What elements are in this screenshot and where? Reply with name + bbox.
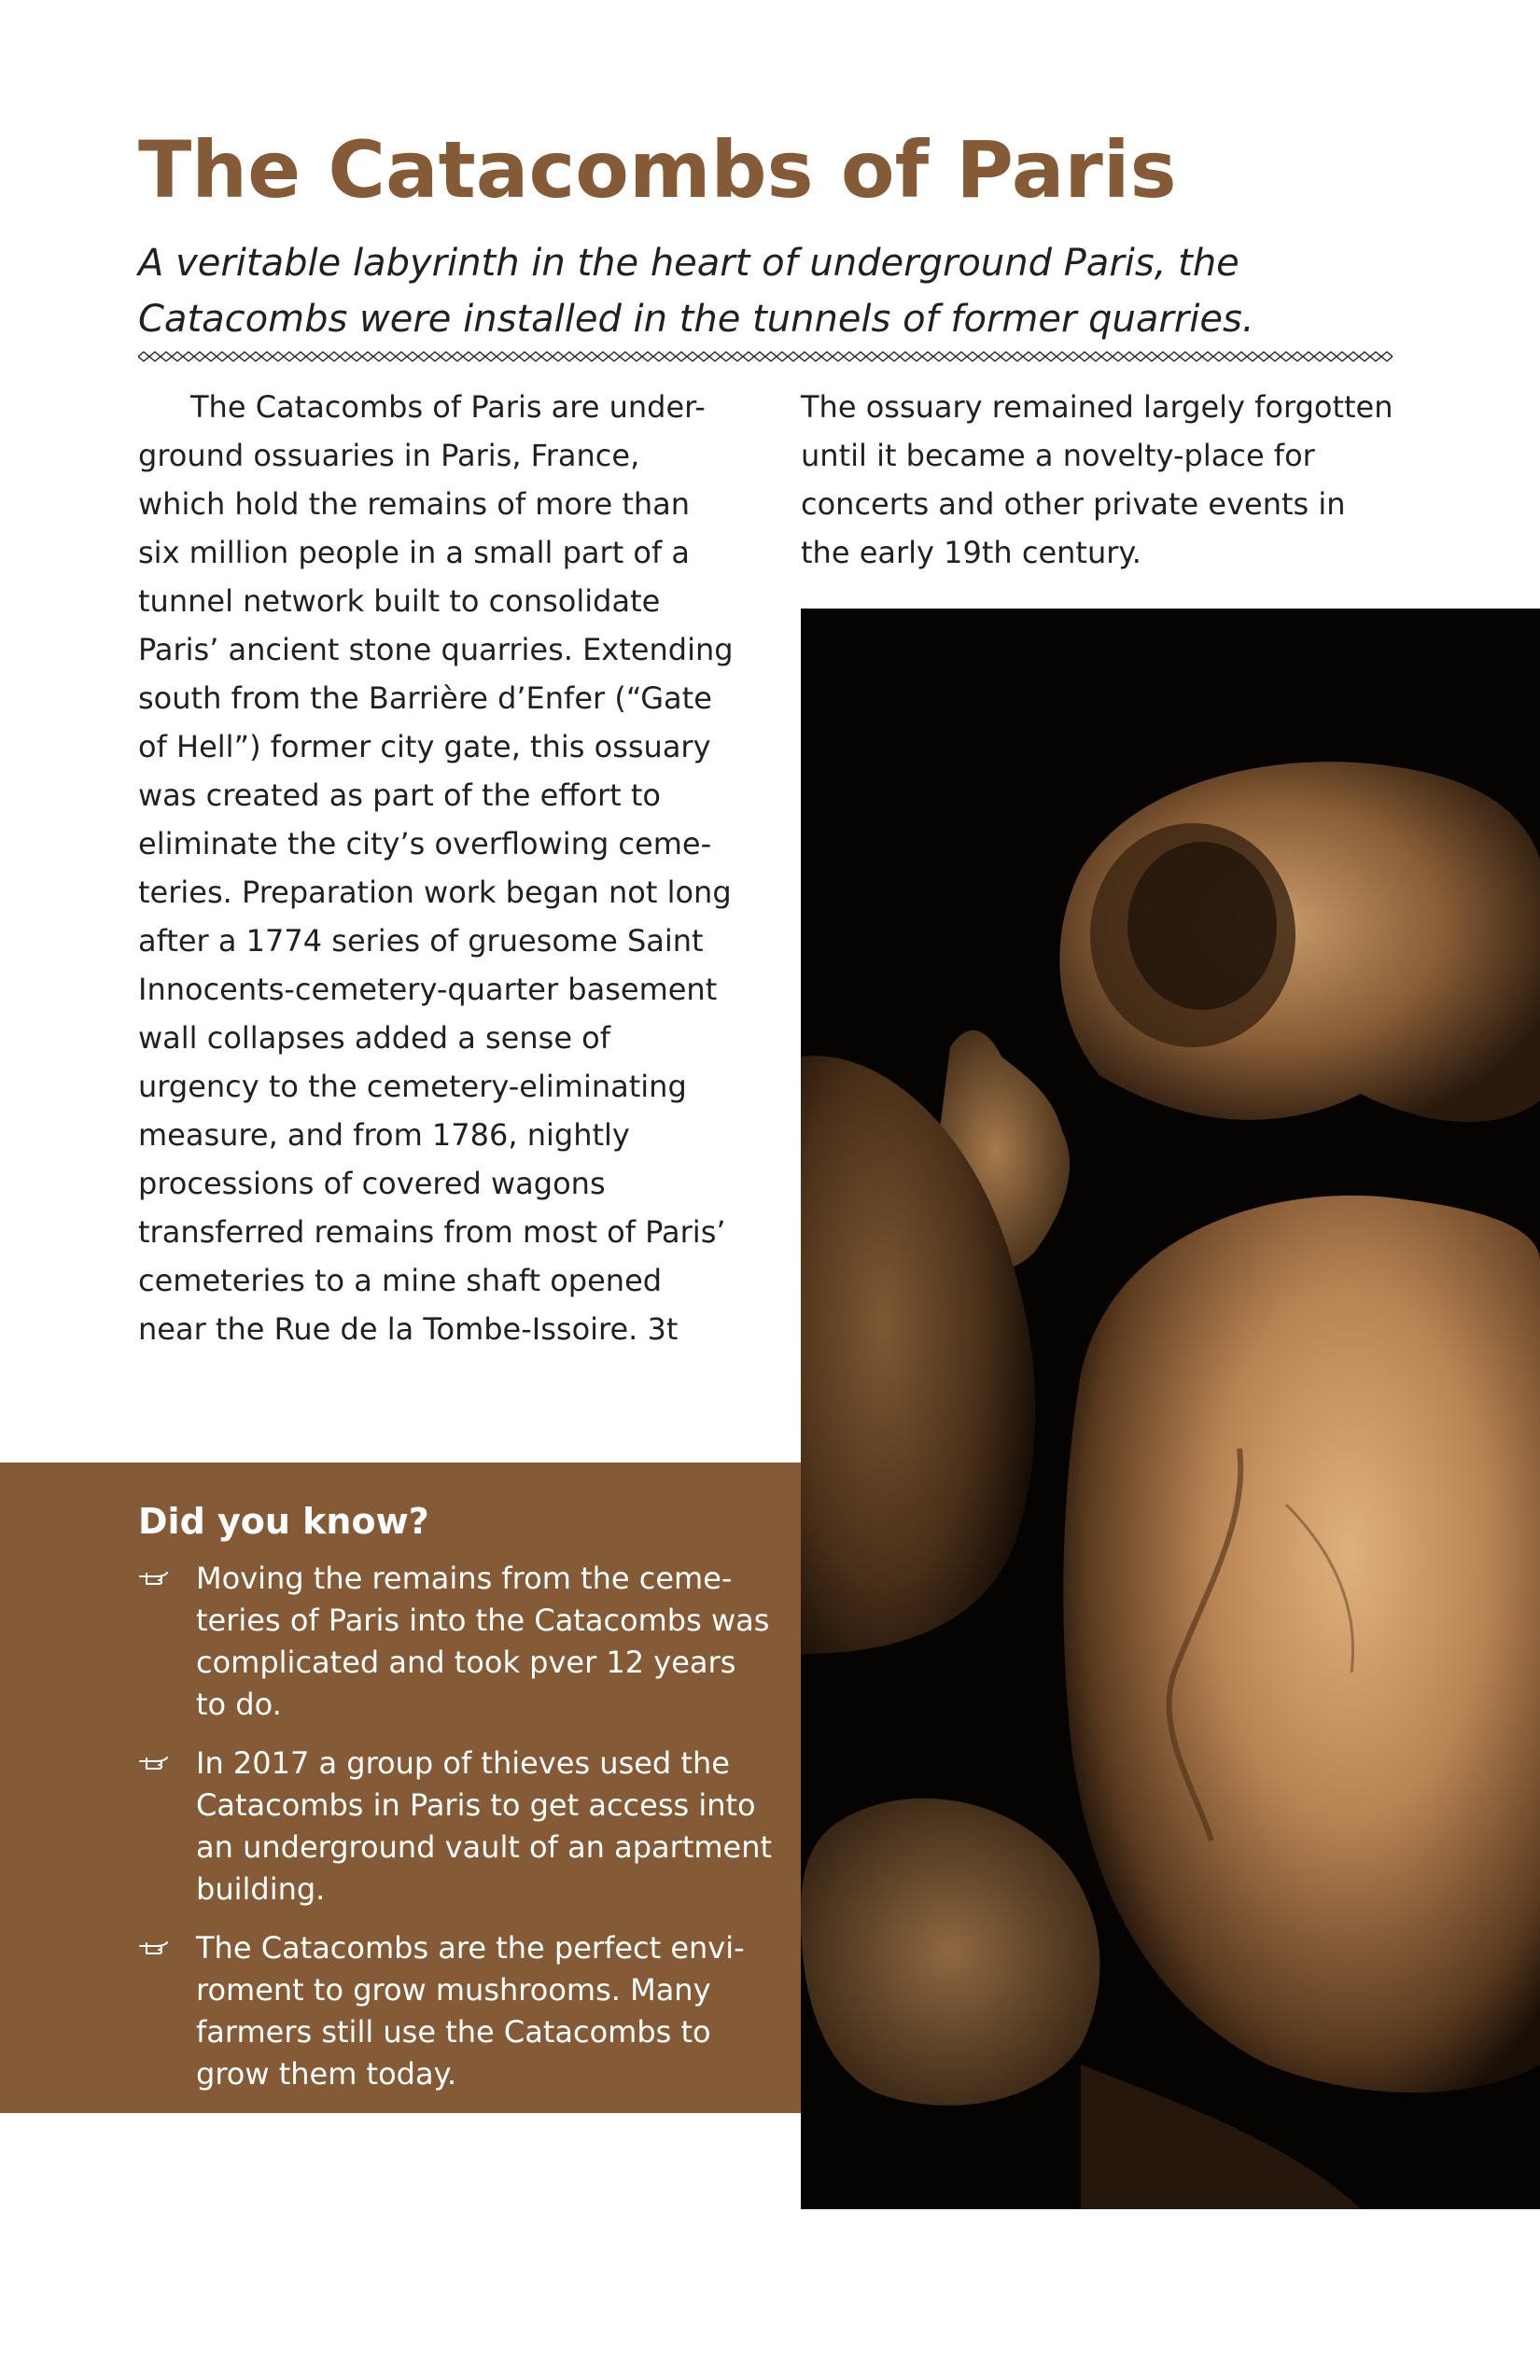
article-left-column <box>138 383 735 1353</box>
article-right-column <box>801 383 1398 577</box>
did-you-know-item <box>138 1558 773 1726</box>
catacomb-skulls-photo <box>801 609 1540 2209</box>
article-paragraph-right: The ossuary remained largely forgotten until it became a novelty-place for concerts and other private events in the early 19th century. <box>801 389 1393 570</box>
zigzag-divider <box>138 349 1393 364</box>
did-you-know-item <box>138 1927 773 2095</box>
pointing-hand-icon <box>138 1750 170 1774</box>
did-you-know-item <box>138 1743 773 1911</box>
page-title: The Catacombs of Paris <box>138 124 1177 216</box>
pointing-hand-icon <box>138 1565 170 1589</box>
page-subtitle: A veritable labyrinth in the heart of underground Paris, the Catacombs were installed in the tunnels of former quarries. <box>138 242 1254 341</box>
did-you-know-box <box>0 1463 801 2113</box>
pointing-hand-icon <box>138 1935 170 1959</box>
did-you-know-item-text: In 2017 a group of thieves used the Catacombs in Paris to get access into an underground vault of an apartment building. <box>196 1745 773 1907</box>
did-you-know-item-text: Moving the remains from the ceme-teries of Paris into the Catacombs was complicated and took pver 12 years to do. <box>196 1561 770 1722</box>
article-paragraph-left: The Catacombs of Paris are under-ground ossuaries in Paris, France, which hold the remains of more than six million people in a small part of a tunnel network built to consolidate Paris’ ancient stone quarries. Extending south from the Barrière d’Enfer (“Gate of Hell”) former city gate, this ossuary was created as part of the effort to eliminate the city’s overflowing ceme-teries. Preparation work began not long after a 1774 series of gruesome Saint Innocents-cemetery-quarter basement wall collapses added a sense of urgency to the cemetery-eliminating measure, and from 1786, nightly processions of covered wagons transferred remains from most of Paris’ cemeteries to a mine shaft opened near the Rue de la Tombe-Issoire. 3t <box>138 389 734 1347</box>
did-you-know-item-text: The Catacombs are the perfect envi-roment to grow mushrooms. Many farmers still use the Catacombs to grow them today. <box>196 1930 745 2092</box>
did-you-know-list <box>138 1558 773 2112</box>
did-you-know-heading: Did you know? <box>138 1501 429 1542</box>
